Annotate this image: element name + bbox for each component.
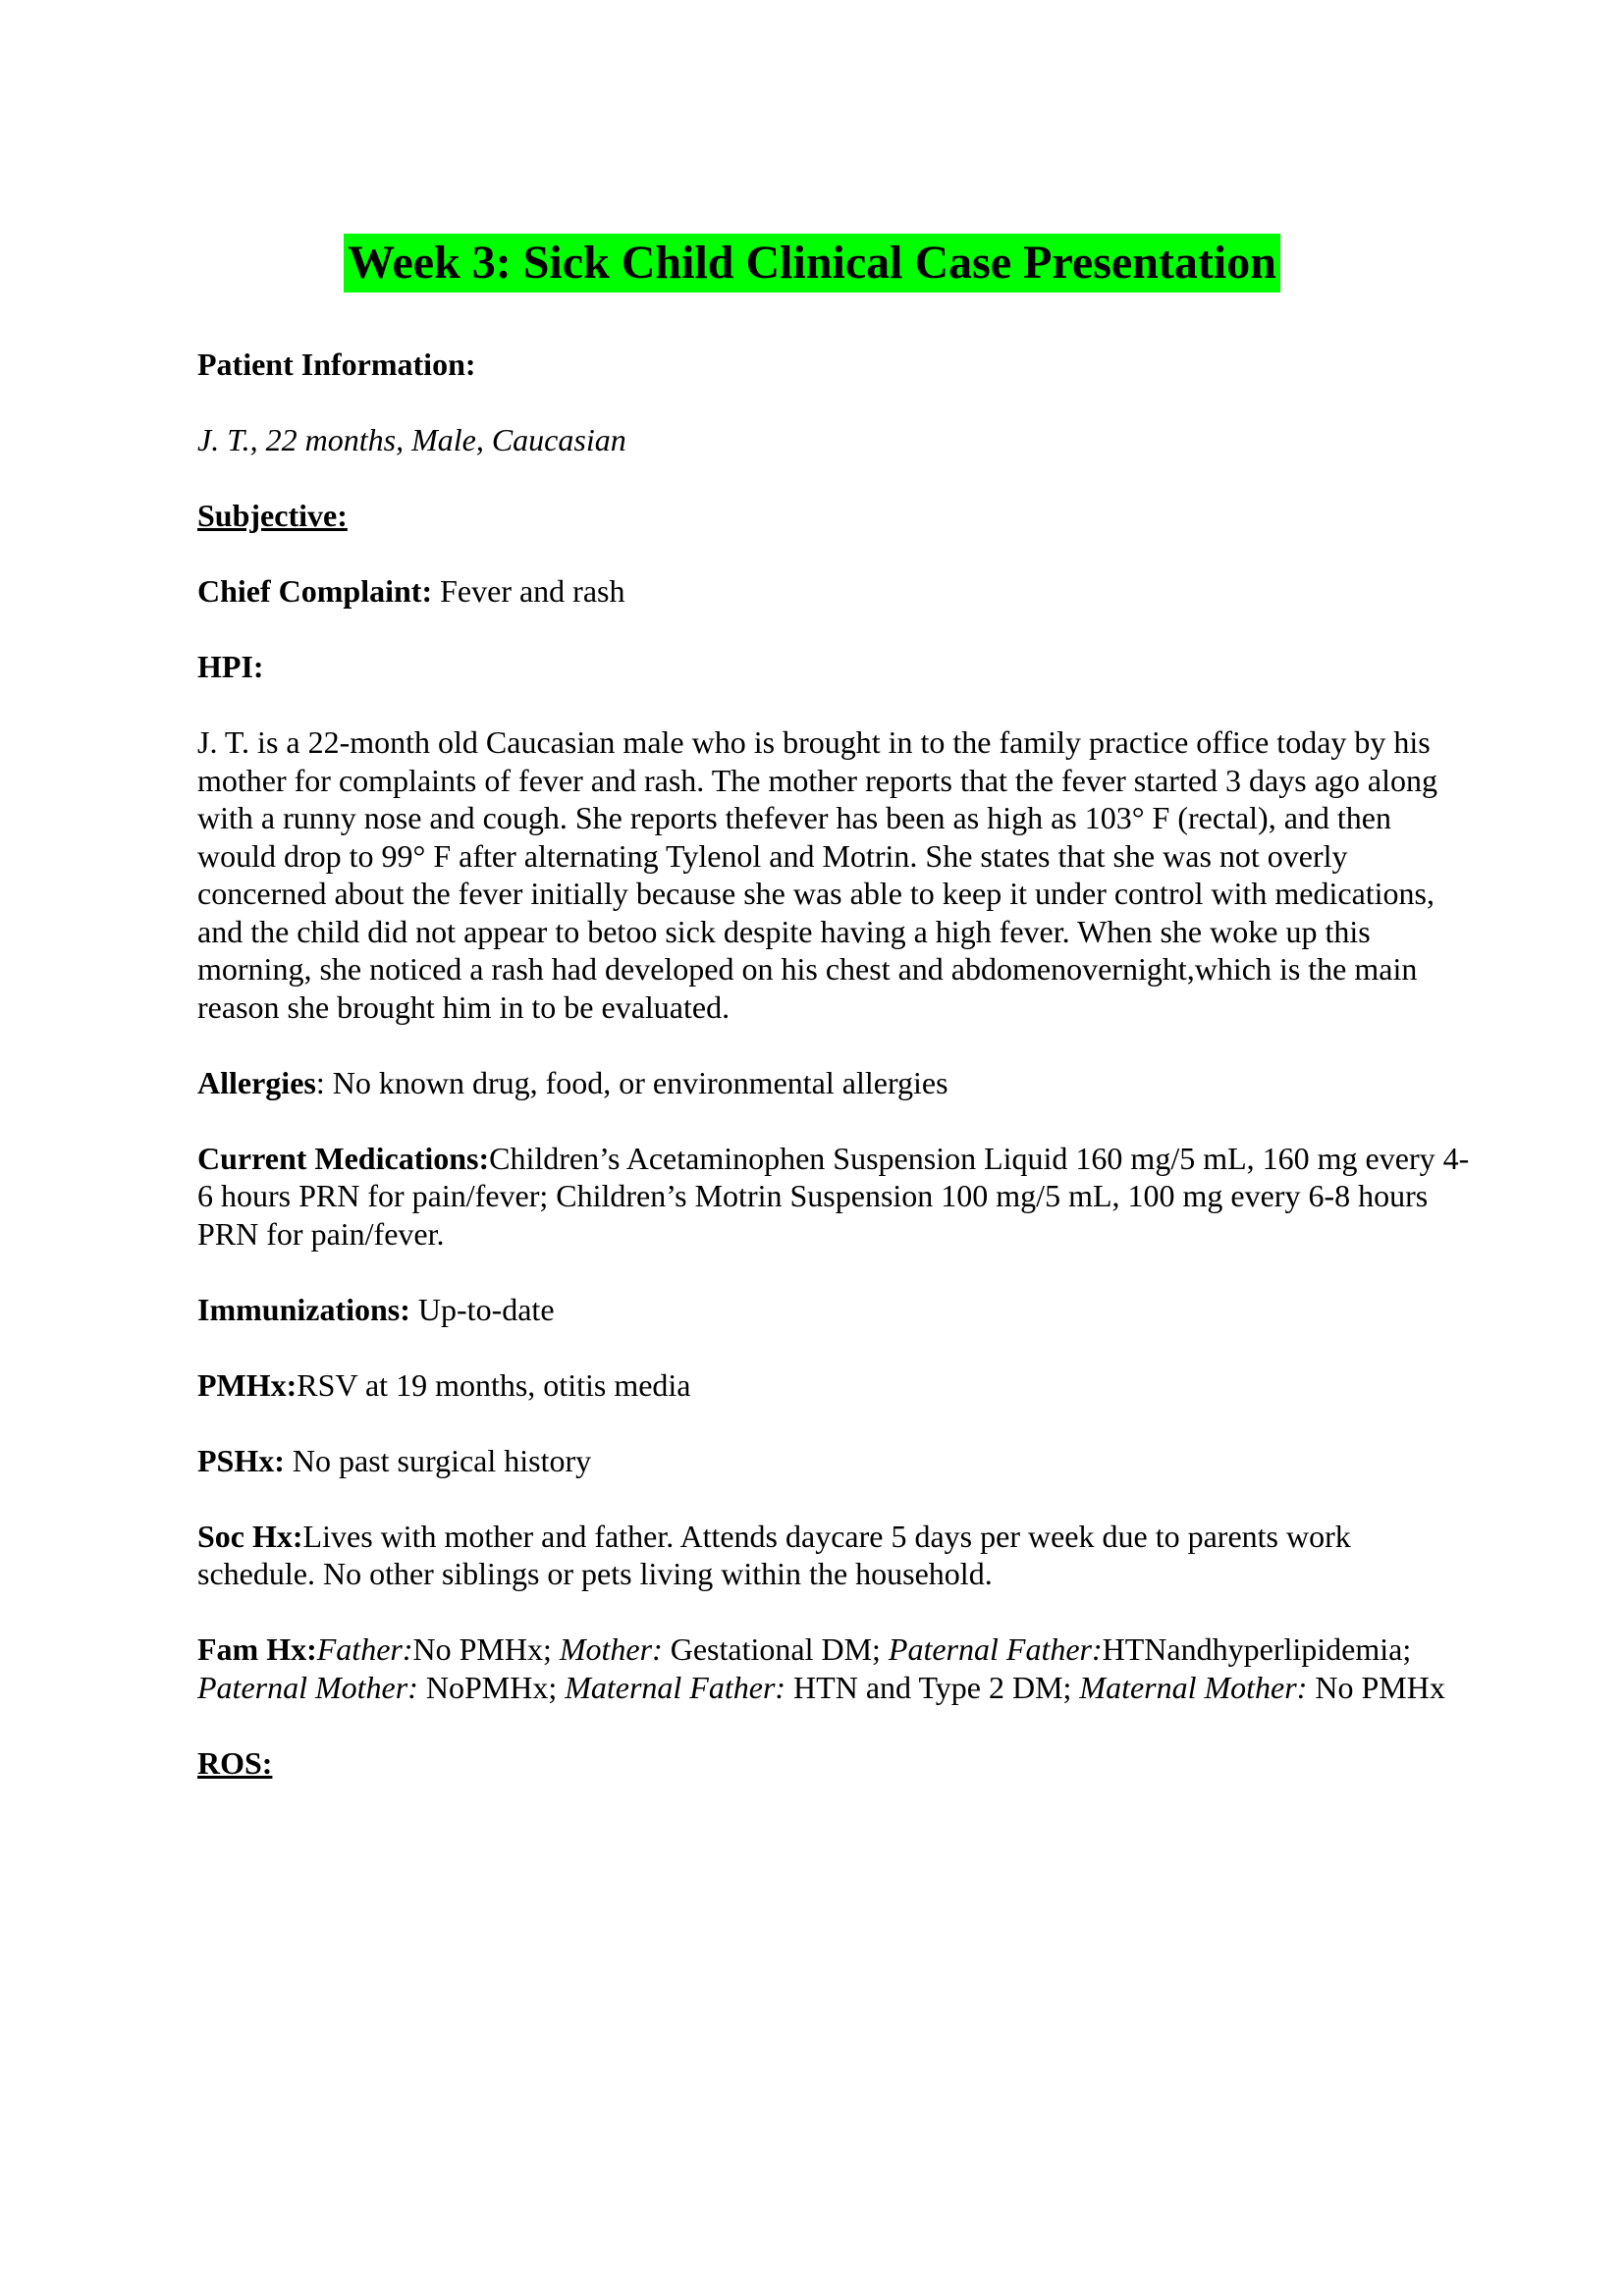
title-block: [0, 234, 1624, 293]
allergies-section: [197, 1064, 1474, 1102]
pshx-value: No past surgical history: [284, 1442, 592, 1478]
patient-information-value-paragraph: [197, 421, 1474, 459]
fam-hx-mother-label: Mother:: [559, 1631, 663, 1667]
patient-information-section: [197, 346, 1474, 384]
page-title: Week 3: Sick Child Clinical Case Presentation: [344, 234, 1280, 293]
patient-information-label: Patient Information:: [197, 347, 476, 382]
fam-hx-paternal-mother-label: Paternal Mother:: [197, 1669, 418, 1705]
chief-complaint-section: [197, 572, 1474, 611]
pmhx-section: [197, 1366, 1474, 1405]
fam-hx-section: [197, 1630, 1474, 1706]
fam-hx-mother-value: Gestational DM;: [662, 1631, 889, 1667]
fam-hx-paternal-mother-value: NoPMHx;: [417, 1669, 566, 1705]
hpi-label: HPI:: [197, 649, 264, 684]
pmhx-label: PMHx:: [197, 1366, 298, 1403]
fam-hx-label: Fam Hx:: [197, 1631, 317, 1667]
fam-hx-paternal-father-value: HTNandhyperlipidemia;: [1102, 1631, 1412, 1667]
ros-heading: ROS:: [197, 1744, 273, 1781]
current-medications-label: Current Medications:: [197, 1140, 490, 1176]
pmhx-value: RSV at 19 months, otitis media: [297, 1366, 691, 1403]
immunizations-label: Immunizations:: [197, 1291, 410, 1327]
fam-hx-father-label: Father:: [316, 1631, 413, 1667]
ros-section: [197, 1744, 1474, 1783]
current-medications-value: Children’s Acetaminophen Suspension Liquid 160 mg/5 mL, 160 mg every 4-6 hours PRN for pain/fever; Children’s Motrin Suspension 100 mg/5 mL, 100 mg every 6-8 hours PRN for pain/fever.: [197, 1140, 1470, 1252]
patient-information-value: J. T., 22 months, Male, Caucasian: [197, 422, 626, 457]
hpi-text: J. T. is a 22-month old Caucasian male who is brought in to the family practice office today by his mother for complaints of fever and rash. The mother reports that the fever started 3 days ago along with a runny nose and cough. She reports thefever has been as high as 103° F (rectal), and then would drop to 99° F after alternating Tylenol and Motrin. She states that she was not overly concerned about the fever initially because she was able to keep it under control with medications, and the child did not appear to betoo sick despite having a high fever. When she woke up this morning, she noticed a rash had developed on his chest and abdomenovernight,which is the main reason she brought him in to be evaluated.: [197, 724, 1437, 1025]
subjective-section: [197, 497, 1474, 535]
chief-complaint-value: Fever and rash: [432, 573, 625, 609]
fam-hx-paternal-father-label: Paternal Father:: [888, 1631, 1103, 1667]
soc-hx-section: [197, 1518, 1474, 1593]
chief-complaint-label: Chief Complaint:: [197, 573, 433, 609]
soc-hx-label: Soc Hx:: [197, 1518, 303, 1554]
immunizations-value: Up-to-date: [409, 1291, 555, 1327]
fam-hx-father-value: No PMHx;: [412, 1631, 560, 1667]
soc-hx-value: Lives with mother and father. Attends daycare 5 days per week due to parents work schedule. No other siblings or pets living within the household.: [197, 1518, 1351, 1591]
allergies-label: Allergies: [197, 1064, 316, 1100]
subjective-heading: Subjective:: [197, 498, 348, 533]
immunizations-section: [197, 1291, 1474, 1329]
hpi-heading-paragraph: [197, 648, 1474, 686]
current-medications-section: [197, 1140, 1474, 1254]
hpi-text-paragraph: [197, 723, 1474, 1026]
fam-hx-maternal-father-label: Maternal Father:: [565, 1669, 786, 1705]
fam-hx-maternal-mother-label: Maternal Mother:: [1079, 1669, 1308, 1705]
fam-hx-maternal-mother-value: No PMHx: [1307, 1669, 1445, 1705]
fam-hx-maternal-father-value: HTN and Type 2 DM;: [785, 1669, 1080, 1705]
document-body: [197, 346, 1474, 1820]
pshx-label: PSHx:: [197, 1442, 285, 1478]
pshx-section: [197, 1442, 1474, 1480]
allergies-value: : No known drug, food, or environmental allergies: [315, 1064, 948, 1100]
